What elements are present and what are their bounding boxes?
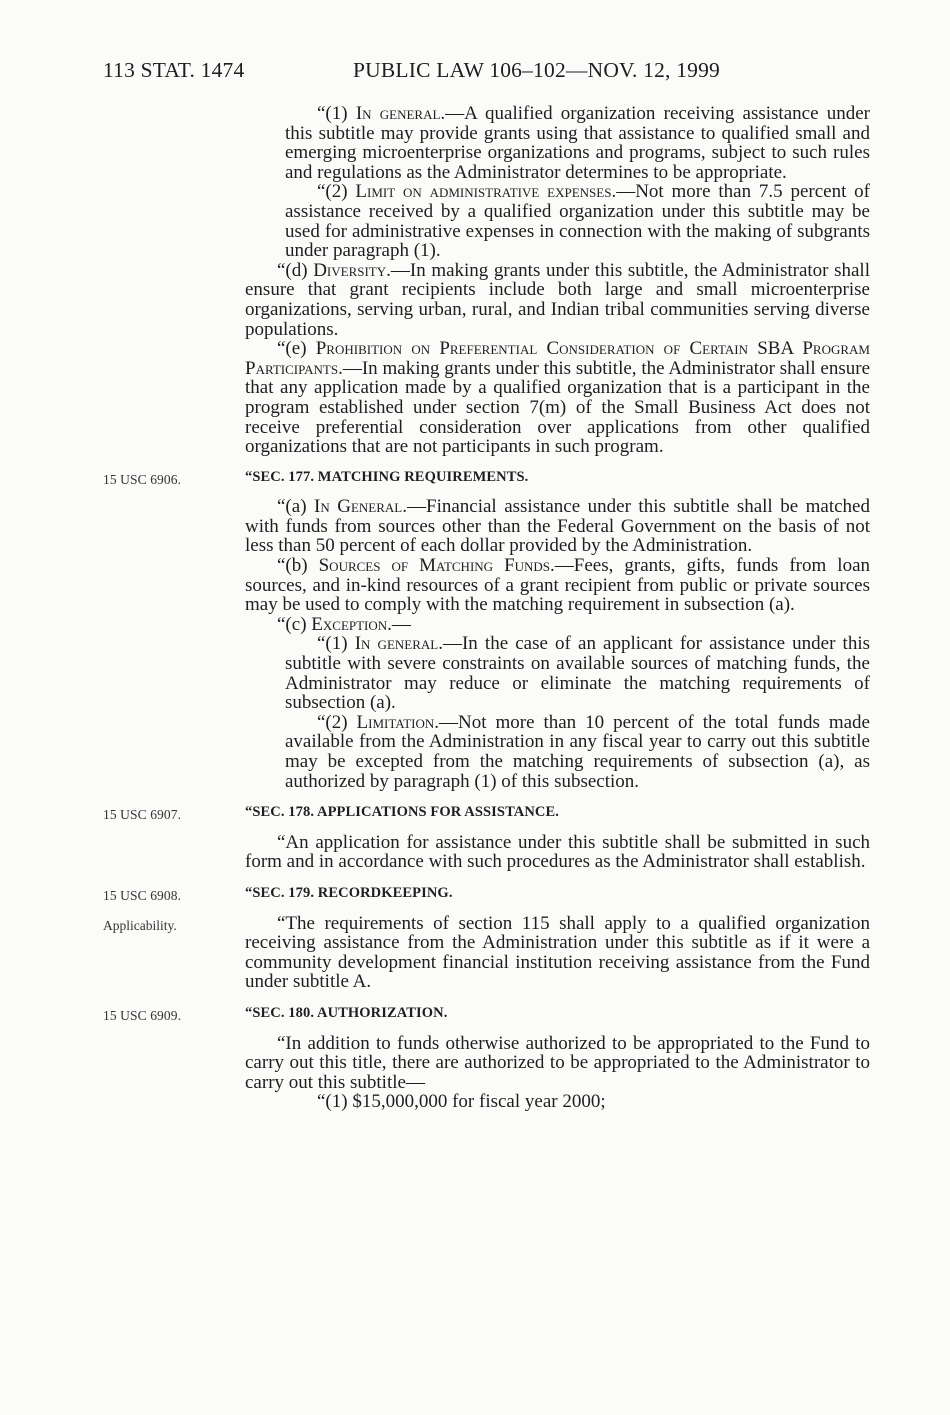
- margin-note-usc-6907: 15 USC 6907.: [103, 807, 182, 823]
- section-178-heading: 15 USC 6907. “SEC. 178. APPLICATIONS FOR ASSISTANCE.: [245, 803, 870, 823]
- paragraph-177b: “(b) Sources of Matching Funds.—Fees, grants, gifts, funds from loan sources, and in-kind resources of a grant recipient from public or private sources may be used to comply with the matching requirement in subsection (a).: [245, 555, 870, 616]
- paragraph-177c2: “(2) Limitation.—Not more than 10 percent of the total funds made available from the Administration in any fiscal year to carry out this subtitle may be excepted from the matching requirements of subsection (a), as authorized by paragraph (1) of this subsection.: [285, 711, 870, 792]
- section-179-body: [103, 912, 870, 993]
- paragraph-180-item-1: “(1) $15,000,000 for fiscal year 2000;: [317, 1091, 606, 1113]
- paragraph-179: “The requirements of section 115 shall apply to a qualified organization receiving assistance from the Administration under this subtitle as if it were a community development financial institution receiving assistance from the Fund under subtitle A.: [245, 912, 870, 993]
- margin-note-usc-6906: 15 USC 6906.: [103, 471, 182, 487]
- section-180-heading: 15 USC 6909. “SEC. 180. AUTHORIZATION.: [245, 1004, 870, 1024]
- section-177-heading: 15 USC 6906. “SEC. 177. MATCHING REQUIREMENTS.: [245, 468, 870, 488]
- paragraph-e-prohibition: “(e) Prohibition on Preferential Consideration of Certain SBA Program Participants.—In making grants under this subtitle, the Administrator shall ensure that any application made by a qualified organization that is a participant in the program established under section 7(m) of the Small Business Act does not receive preferential consideration over applications from other qualified organizations that are not participants in such program.: [245, 338, 870, 458]
- paragraph-c2-admin-expenses: “(2) Limit on administrative expenses.—Not more than 7.5 percent of assistance received by a qualified organization under this subtitle may be used for administrative expenses in connection with the making of subgrants under paragraph (1).: [285, 181, 870, 262]
- section-179-heading: 15 USC 6908. “SEC. 179. RECORDKEEPING.: [245, 884, 870, 904]
- paragraph-178: “An application for assistance under this subtitle shall be submitted in such form and in accordance with such procedures as the Administrator shall establish.: [245, 831, 870, 873]
- paragraph-180: “In addition to funds otherwise authorized to be appropriated to the Fund to carry out this title, there are authorized to be appropriated to the Administrator to carry out this subtitle—: [245, 1032, 870, 1093]
- paragraph-177a: “(a) In General.—Financial assistance under this subtitle shall be matched with funds from sources other than the Federal Government on the basis of not less than 50 percent of each dollar provided by the Administration.: [245, 496, 870, 557]
- document-body: [103, 103, 871, 1113]
- margin-note-usc-6909: 15 USC 6909.: [103, 1007, 182, 1023]
- paragraph-d-diversity: “(d) Diversity.—In making grants under this subtitle, the Administrator shall ensure that grant recipients include both large and small microenterprise organizations, serving urban, rural, and Indian tribal communities serving diverse populations.: [245, 259, 870, 340]
- paragraph-c1-general: “(1) In general.—A qualified organization receiving assistance under this subtitle may provide grants using that assistance to qualified small and emerging microenterprise organizations and programs, subject to such rules and regulations as the Administrator determines to be appropriate.: [285, 103, 870, 183]
- paragraph-177c1: “(1) In general.—In the case of an applicant for assistance under this subtitle with severe constraints on available sources of matching funds, the Administrator may reduce or eliminate the matching requirements of subsection (a).: [285, 633, 871, 714]
- statute-page-number: 113 STAT. 1474: [103, 58, 245, 82]
- margin-note-usc-6908: 15 USC 6908.: [103, 887, 182, 903]
- paragraph-177c: “(c) Exception.—: [277, 613, 411, 635]
- public-law-citation: PUBLIC LAW 106–102—NOV. 12, 1999: [353, 58, 721, 82]
- margin-note-applicability: Applicability.: [103, 917, 177, 933]
